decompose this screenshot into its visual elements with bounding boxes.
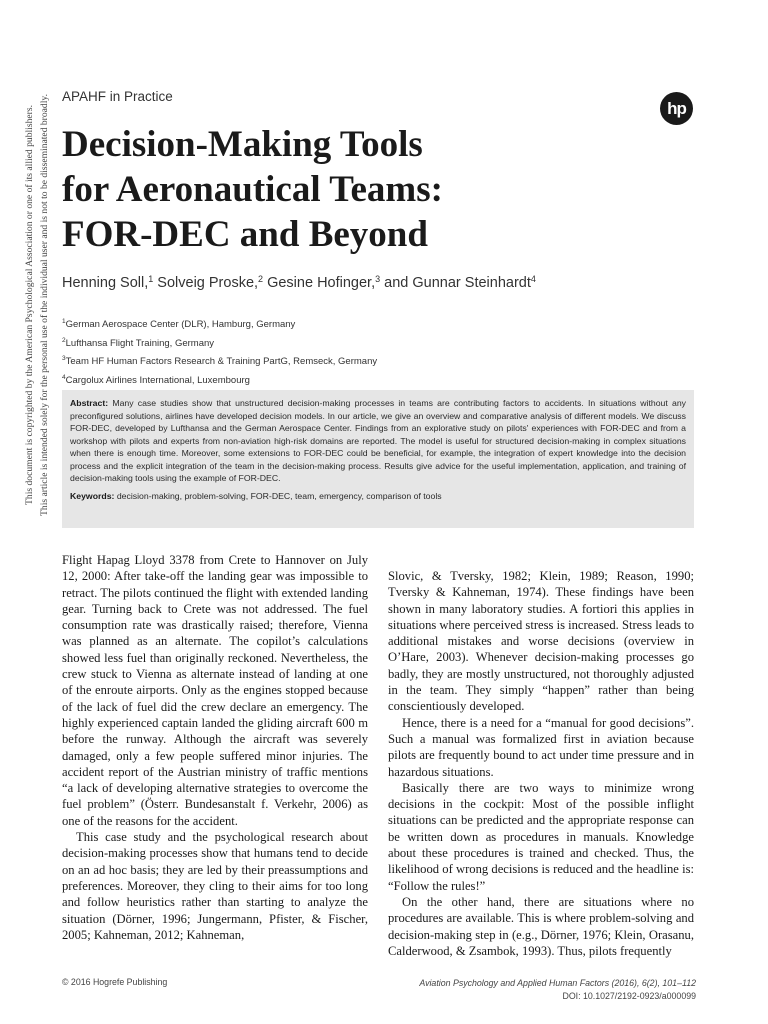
affiliation-text: Team HF Human Factors Research & Training PartG, Remseck, Germany [65,356,378,367]
body-paragraph: Hence, there is a need for a “manual for good decisions”. Such a manual was formalized first in aviation because pilots are frequently bound to act under time pressure and in hazardous situations. [388,715,694,779]
keywords-label: Keywords: [70,490,115,501]
affiliation-text: Cargolux Airlines International, Luxembourg [65,374,250,386]
affiliation-text: German Aerospace Center (DLR), Hamburg, Germany [65,319,296,330]
author-name: Henning Soll, [62,275,149,291]
body-column-right [388,568,694,959]
section-label: APAHF in Practice [62,89,173,104]
keywords-text: decision-making, problem-solving, FOR-DEC, team, emergency, comparison of tools [116,490,442,501]
publisher-logo: hp [660,92,693,125]
abstract-text: Many case studies show that unstructured decision-making processes in teams are contributing factors to accidents. In situations without any preconfigured solutions, airlines have developed decision models. In our article, we give an overview and comparative analysis of different models. We discuss FOR-DEC, developed by Lufthansa and the German Aerospace Center. Findings from an explorative study on pilots' experiences with FOR-DEC and from a workshop with pilots and experts from non-aviation high-risk domains are reported. The model is useful for structured decision-making in complex situations when there is enough time. Moreover, some extensions to FOR-DEC could be beneficial, for example, the integration of expert knowledge into the decision process and the explicit integration of the team in the decision-making process. Results give advice for the useful implementation, application, and training of decision-making tools using the example of FOR-DEC. [70,398,686,483]
title-line: for Aeronautical Teams: [62,169,443,210]
sidebar-line: This article is intended solely for the personal use of the individual user and is not to be disseminated broadly. [39,94,50,516]
affiliation-number: 2 [62,336,66,344]
body-paragraph: This case study and the psychological research about decision-making processes show that humans tend to decide on an ad hoc basis; they are led by their preassumptions and preferences. Moreover, they cling to their aims for too long and follow heuristics rather than starting to analyze the situation (Dörner, 1996; Jungermann, Pfister, & Fischer, 2005; Kahneman, 2012; Kahneman, [62,830,368,942]
author-list [62,274,536,291]
author-name: Gesine Hofinger, [267,275,376,291]
body-column-left [62,552,368,943]
affiliation-number: 1 [62,318,66,325]
affiliation [62,333,377,352]
author-affil-ref: 2 [258,274,264,284]
author-affil-ref: 1 [148,274,154,284]
doi: DOI: 10.1027/2192-0923/a000099 [562,991,696,1001]
body-paragraph: Basically there are two ways to minimize wrong decisions in the cockpit: Most of the possible inflight situations can be predicted and the appropriate response can be written down as procedures in manuals. Knowledge about these procedures is trained and checked. Thus, the likelihood of wrong decisions is reduced and the headline is: “Follow the rules!” [388,780,694,893]
title-line: Decision-Making Tools [62,124,423,165]
footer-copyright: © 2016 Hogrefe Publishing [62,977,168,987]
author-affil-ref: 3 [375,274,381,284]
affiliation-number: 4 [62,373,66,381]
author-name: Solveig Proske, [157,275,259,291]
abstract-box [62,390,694,528]
journal-citation: Aviation Psychology and Applied Human Factors (2016), 6(2), 101–112 [419,978,696,988]
keywords-paragraph [70,490,686,503]
body-paragraph: Flight Hapag Lloyd 3378 from Crete to Hannover on July 12, 2000: After take-off the landing gear was impossible to retract. The pilots continued the flight with extended landing gear. Turning back to Crete was not addressed. The fuel consumption rate was drastically raised; therefore, Vienna was planned as an alternate. The copilot’s calculations showed less fuel than originally reckoned. Nevertheless, the crew stuck to Vienna as alternate instead of landing at one of the enroute airports. Only as the engines stopped because of the lack of fuel did the crew declare an emergency. The highly experienced captain landed the gliding aircraft 600 m before the runway. Although the aircraft was severely damaged, only a few people suffered minor injuries. The accident report of the Austrian ministry of traffic mentions “a lack of developing alternative strategies to overcome the fuel problem” (Österr. Bundesanstalt f. Verkehr, 2006) as one of the reasons for the accident. [62,553,368,828]
abstract-paragraph [70,397,686,485]
title-line: FOR-DEC and Beyond [62,214,428,255]
affiliation-list [62,314,377,388]
body-paragraph: Slovic, & Tversky, 1982; Klein, 1989; Reason, 1990; Tversky & Kahneman, 1974). These findings have been shown in many laboratory studies. A fortiori this applies in situations where perceived stress is increased. Stress leads to additional mistakes and worse decisions (overview in O’Hare, 2003). Whenever decision-making processes go badly, they are mostly unstructured, not thoroughly adjusted in the team. They simply “happen” rather than being conscientiously developed. [388,569,695,714]
affiliation [62,314,377,333]
footer-citation [419,977,696,1003]
affiliation [62,351,377,370]
abstract-label: Abstract: [70,398,109,408]
affiliation [62,370,377,389]
author-name: and Gunnar Steinhardt [384,275,531,291]
sidebar-line: This document is copyrighted by the American Psychological Association or one of its allied publishers. [24,105,35,505]
author-affil-ref: 4 [530,274,536,284]
copyright-sidebar-notice [22,70,56,540]
article-title [62,122,622,257]
affiliation-text: Lufthansa Flight Training, Germany [65,337,215,349]
body-paragraph: On the other hand, there are situations where no procedures are available. This is where problem-solving and decision-making step in (e.g., Dörner, 1976; Klein, Orasanu, Calderwood, & Zsambok, 1993). Thus, pilots frequently [388,894,694,958]
affiliation-number: 3 [62,355,66,362]
